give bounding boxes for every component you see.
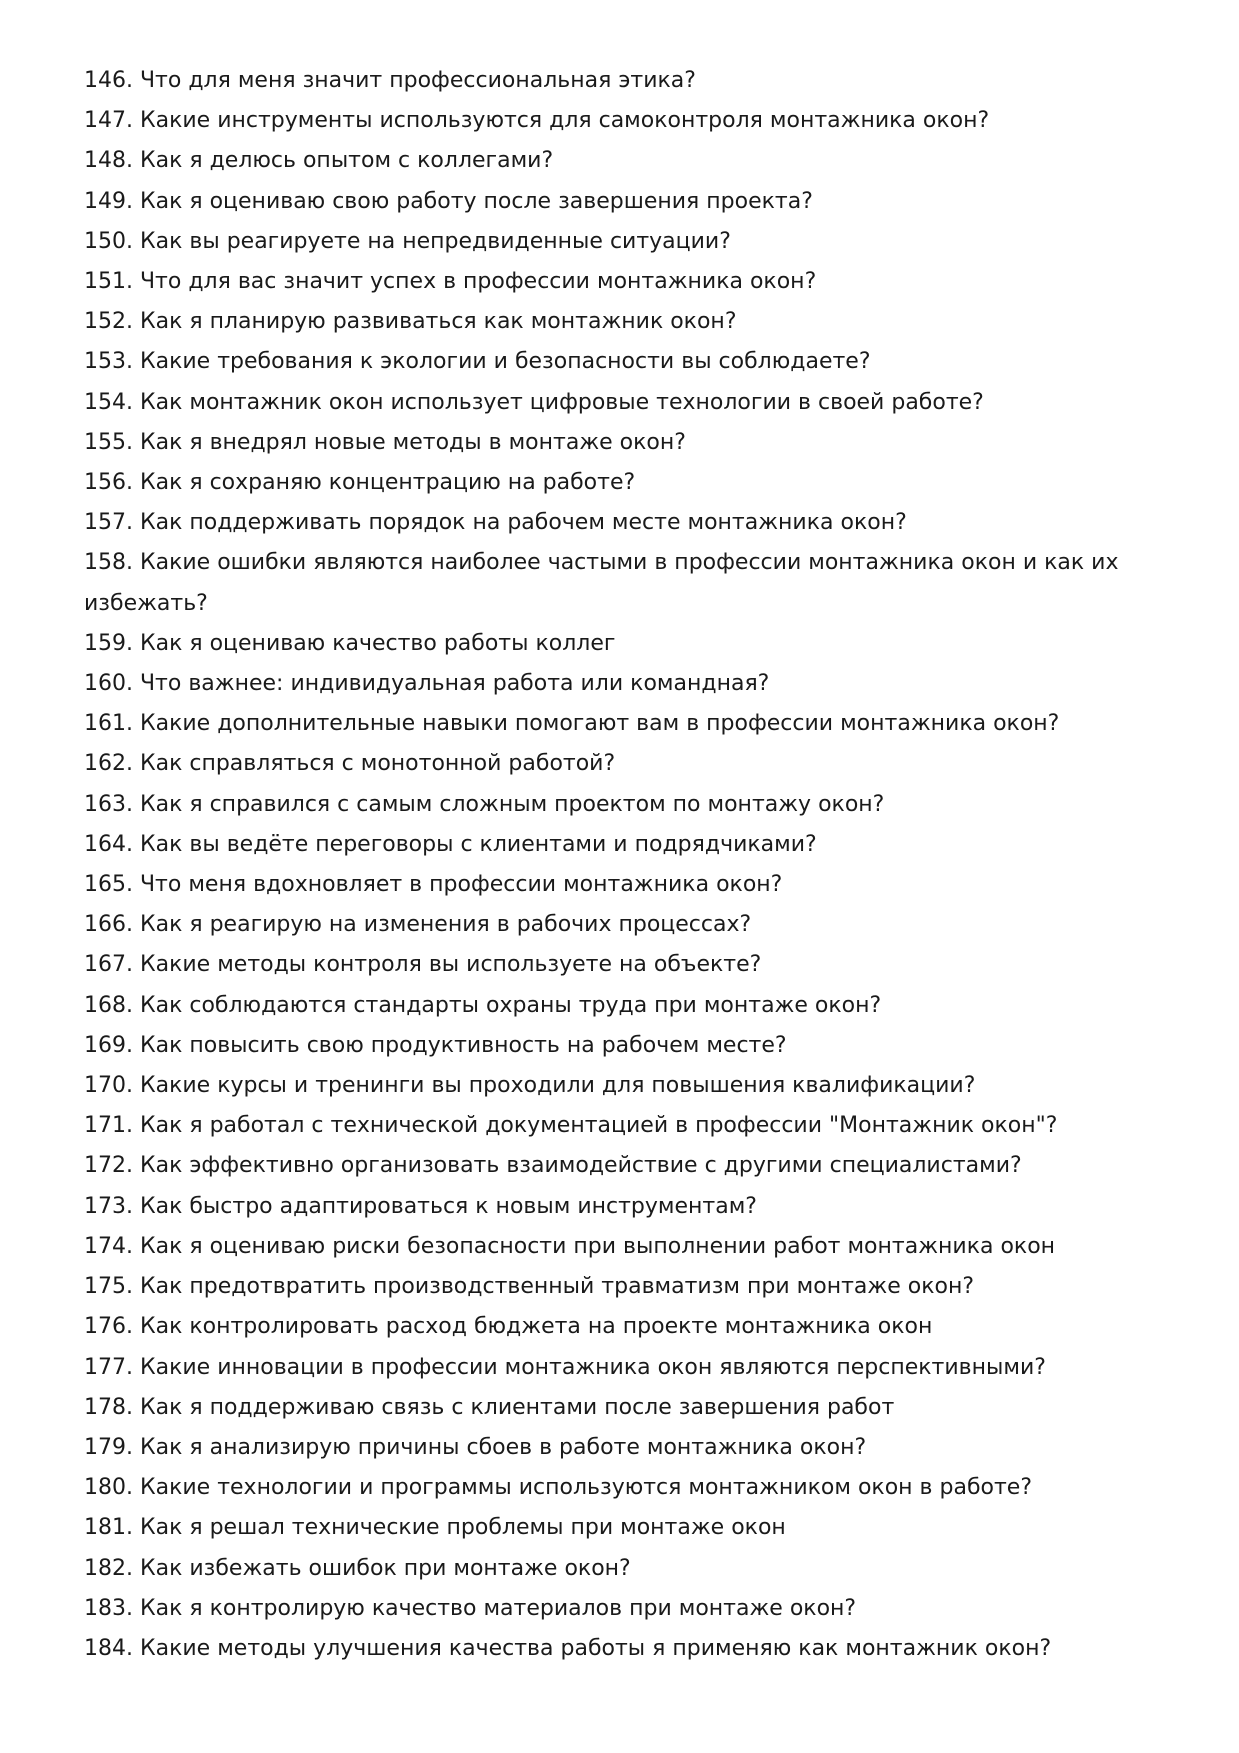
- list-item: 146. Что для меня значит профессиональная этика?: [84, 68, 696, 93]
- list-item: 147. Какие инструменты используются для самоконтроля монтажника окон?: [84, 108, 990, 134]
- list-item: 159. Как я оцениваю качество работы коллег: [84, 630, 616, 656]
- list-item: 174. Как я оцениваю риски безопасности при выполнении работ монтажника окон: [84, 1233, 1056, 1259]
- list-item: 179. Как я анализирую причины сбоев в работе монтажника окон?: [84, 1434, 867, 1460]
- list-item: 183. Как я контролирую качество материалов при монтаже окон?: [84, 1595, 857, 1621]
- list-item: 150. Как вы реагируете на непредвиденные ситуации?: [84, 228, 731, 254]
- list-item: 158. Какие ошибки являются наиболее частыми в профессии монтажника окон и как их избежать?: [84, 550, 1119, 616]
- list-item: 152. Как я планирую развиваться как монтажник окон?: [84, 309, 737, 335]
- list-item: 162. Как справляться с монотонной работой?: [84, 751, 616, 777]
- list-item: 161. Какие дополнительные навыки помогают вам в профессии монтажника окон?: [84, 711, 1060, 737]
- list-item: 151. Что для вас значит успех в профессии монтажника окон?: [84, 269, 817, 295]
- list-item: 173. Как быстро адаптироваться к новым инструментам?: [84, 1193, 757, 1219]
- list-item: 170. Какие курсы и тренинги вы проходили для повышения квалификации?: [84, 1073, 976, 1099]
- list-item: 175. Как предотвратить производственный травматизм при монтаже окон?: [84, 1274, 975, 1300]
- list-item: 172. Как эффективно организовать взаимодействие с другими специалистами?: [84, 1153, 1022, 1179]
- list-item: 184. Какие методы улучшения качества работы я применяю как монтажник окон?: [84, 1635, 1052, 1661]
- list-item: 155. Как я внедрял новые методы в монтаже окон?: [84, 429, 686, 455]
- list-item: 176. Как контролировать расход бюджета на проекте монтажника окон: [84, 1314, 933, 1340]
- list-item: 149. Как я оцениваю свою работу после завершения проекта?: [84, 188, 813, 214]
- list-item: 153. Какие требования к экологии и безопасности вы соблюдаете?: [84, 349, 871, 375]
- list-item: 177. Какие инновации в профессии монтажника окон являются перспективными?: [84, 1354, 1046, 1380]
- list-item: 180. Какие технологии и программы используются монтажником окон в работе?: [84, 1475, 1032, 1501]
- list-item: 157. Как поддерживать порядок на рабочем месте монтажника окон?: [84, 510, 907, 536]
- list-item: 166. Как я реагирую на изменения в рабочих процессах?: [84, 912, 752, 938]
- list-item: 156. Как я сохраняю концентрацию на работе?: [84, 470, 636, 496]
- list-item: 171. Как я работал с технической документацией в профессии "Монтажник окон"?: [84, 1113, 1058, 1139]
- list-item: 181. Как я решал технические проблемы при монтаже окон: [84, 1515, 786, 1541]
- document-page: [84, 61, 1144, 1669]
- list-item: 148. Как я делюсь опытом с коллегами?: [84, 148, 554, 174]
- list-item: 164. Как вы ведёте переговоры с клиентами и подрядчиками?: [84, 831, 817, 857]
- list-item: 168. Как соблюдаются стандарты охраны труда при монтаже окон?: [84, 992, 882, 1018]
- list-item: 169. Как повысить свою продуктивность на рабочем месте?: [84, 1032, 787, 1058]
- list-item: 182. Как избежать ошибок при монтаже окон?: [84, 1555, 631, 1581]
- list-item: 154. Как монтажник окон использует цифровые технологии в своей работе?: [84, 389, 984, 415]
- list-item: 178. Как я поддерживаю связь с клиентами после завершения работ: [84, 1394, 895, 1420]
- list-item: 167. Какие методы контроля вы используете на объекте?: [84, 952, 762, 978]
- list-item: 165. Что меня вдохновляет в профессии монтажника окон?: [84, 872, 783, 898]
- list-item: 163. Как я справился с самым сложным проектом по монтажу окон?: [84, 791, 885, 817]
- list-item: 160. Что важнее: индивидуальная работа или командная?: [84, 671, 770, 697]
